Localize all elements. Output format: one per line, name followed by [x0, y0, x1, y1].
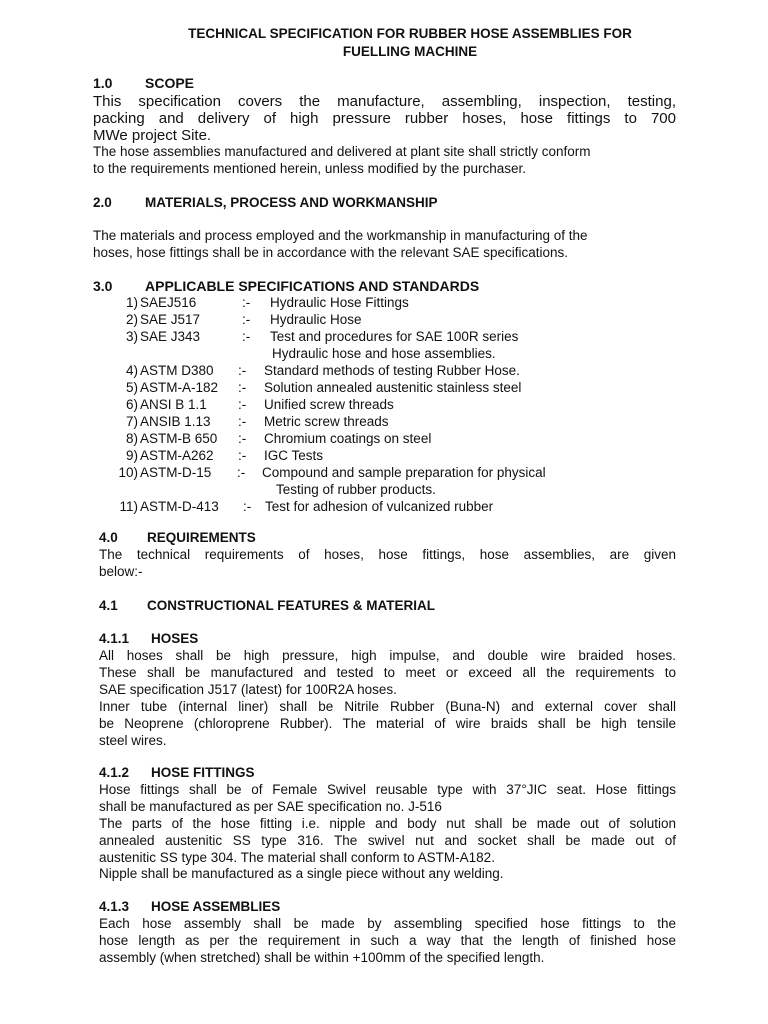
- section-4-1-heading: [99, 598, 435, 613]
- item-number: 8): [125, 431, 138, 446]
- standard-code: ASTM-D-15: [140, 465, 212, 480]
- item-number: 5): [125, 380, 138, 395]
- standard-description: Standard methods of testing Rubber Hose.: [264, 363, 520, 378]
- scope-paragraph-line: This specification covers the manufacture, assembling, inspection, testing,: [93, 93, 676, 110]
- section-number: 4.1.2: [99, 765, 130, 780]
- section-1-heading: [93, 75, 194, 91]
- section-number: 4.0: [99, 530, 118, 545]
- standard-description: Chromium coatings on steel: [264, 431, 432, 446]
- standard-description: Solution annealed austenitic stainless steel: [264, 380, 522, 395]
- hoses-paragraph-line: SAE specification J517 (latest) for 100R2A hoses.: [99, 682, 397, 697]
- separator: :-: [243, 499, 252, 514]
- document-title-line-2: FUELLING MACHINE: [342, 44, 478, 59]
- separator: :-: [237, 465, 246, 480]
- hose-fittings-paragraph-line: The parts of the hose fitting i.e. nipple and body nut shall be made out of solution: [99, 816, 676, 831]
- separator: :-: [238, 414, 247, 429]
- materials-paragraph-line: The materials and process employed and the workmanship in manufacturing of the: [93, 228, 588, 243]
- standard-code: ANSI B 1.1: [140, 397, 207, 412]
- standard-description: Test for adhesion of vulcanized rubber: [265, 499, 494, 514]
- section-4-1-3-heading: [99, 899, 280, 914]
- item-number: 10): [118, 465, 138, 480]
- separator: :-: [238, 363, 247, 378]
- standard-code: ASTM-A-182: [140, 380, 219, 395]
- scope-paragraph-line: packing and delivery of high pressure rubber hoses, hose fittings to 700: [93, 110, 676, 127]
- hoses-paragraph-line: All hoses shall be high pressure, high impulse, and double wire braided hoses.: [99, 648, 676, 663]
- standard-description: IGC Tests: [264, 448, 324, 463]
- hose-assemblies-paragraph-line: hose length as per the requirement in such a way that the length of finished hose: [99, 933, 676, 948]
- standard-description: Testing of rubber products.: [276, 482, 436, 497]
- item-number: 11): [119, 499, 138, 514]
- standard-description: Hydraulic Hose Fittings: [270, 295, 409, 310]
- section-title: SCOPE: [145, 75, 195, 91]
- section-title: MATERIALS, PROCESS AND WORKMANSHIP: [145, 195, 438, 210]
- hoses-paragraph-line: steel wires.: [99, 733, 167, 748]
- hose-fittings-paragraph-line: shall be manufactured as per SAE specification no. J-516: [99, 799, 442, 814]
- item-number: 9): [125, 448, 138, 463]
- standard-description: Hydraulic Hose: [270, 312, 362, 327]
- requirements-paragraph-line: below:-: [99, 564, 143, 579]
- hose-fittings-paragraph-line: austenitic SS type 304. The material shall conform to ASTM-A182.: [99, 850, 495, 865]
- item-number: 7): [125, 414, 138, 429]
- scope-paragraph-line: to the requirements mentioned herein, unless modified by the purchaser.: [93, 161, 527, 176]
- section-number: 4.1.3: [99, 899, 130, 914]
- hose-fittings-paragraph-line: annealed austenitic SS type 316. The swivel nut and socket shall be made out of: [99, 833, 676, 848]
- item-number: 2): [125, 312, 138, 327]
- standard-description: Compound and sample preparation for physical: [262, 465, 546, 480]
- section-number: 1.0: [93, 75, 113, 91]
- separator: :-: [242, 312, 251, 327]
- standard-code: ASTM-A262: [140, 448, 214, 463]
- section-4-1-2-heading: [99, 765, 255, 780]
- materials-paragraph-line: hoses, hose fittings shall be in accordance with the relevant SAE specifications.: [93, 245, 569, 260]
- hoses-paragraph-line: be Neoprene (chloroprene Rubber). The material of wire braids shall be high tensile: [99, 716, 676, 731]
- separator: :-: [238, 448, 247, 463]
- hose-assemblies-paragraph-line: assembly (when stretched) shall be within +100mm of the specified length.: [99, 950, 545, 965]
- document-title-line-1: TECHNICAL SPECIFICATION FOR RUBBER HOSE ASSEMBLIES FOR: [188, 26, 632, 41]
- section-number: 4.1: [99, 598, 118, 613]
- standard-description: Metric screw threads: [264, 414, 389, 429]
- separator: :-: [242, 295, 251, 310]
- hoses-paragraph-line: Inner tube (internal liner) shall be Nitrile Rubber (Buna-N) and external cover shall: [99, 699, 676, 714]
- section-title: HOSES: [151, 631, 199, 646]
- scope-paragraph-line: The hose assemblies manufactured and delivered at plant site shall strictly conform: [93, 144, 591, 159]
- item-number: 6): [125, 397, 138, 412]
- section-3-heading: [93, 278, 479, 294]
- section-title: REQUIREMENTS: [147, 530, 256, 545]
- standard-code: SAE J343: [140, 329, 201, 344]
- section-2-heading: [93, 195, 438, 210]
- separator: :-: [238, 431, 247, 446]
- requirements-paragraph-line: The technical requirements of hoses, hose fittings, hose assemblies, are given: [99, 547, 676, 562]
- hose-fittings-paragraph-line: Hose fittings shall be of Female Swivel reusable type with 37°JIC seat. Hose fittings: [99, 782, 676, 797]
- standard-code: ASTM D380: [140, 363, 214, 378]
- standard-code: ASTM-D-413: [140, 499, 219, 514]
- separator: :-: [238, 380, 247, 395]
- item-number: 1): [125, 295, 138, 310]
- standard-code: SAE J517: [140, 312, 201, 327]
- section-number: 4.1.1: [99, 631, 130, 646]
- standard-code: ASTM-B 650: [140, 431, 218, 446]
- scope-paragraph-line: MWe project Site.: [93, 127, 212, 144]
- standard-description: Unified screw threads: [264, 397, 394, 412]
- separator: :-: [242, 329, 251, 344]
- standard-description: Test and procedures for SAE 100R series: [270, 329, 519, 344]
- standard-description: Hydraulic hose and hose assemblies.: [272, 346, 496, 361]
- standard-code: SAEJ516: [140, 295, 197, 310]
- section-number: 2.0: [93, 195, 112, 210]
- section-4-heading: [99, 530, 256, 545]
- separator: :-: [238, 397, 247, 412]
- hose-fittings-paragraph-line: Nipple shall be manufactured as a single piece without any welding.: [99, 866, 504, 881]
- section-4-1-1-heading: [99, 631, 198, 646]
- section-title: APPLICABLE SPECIFICATIONS AND STANDARDS: [145, 278, 480, 294]
- section-title: HOSE ASSEMBLIES: [151, 899, 281, 914]
- section-title: CONSTRUCTIONAL FEATURES & MATERIAL: [147, 598, 435, 613]
- item-number: 3): [125, 329, 138, 344]
- section-number: 3.0: [93, 278, 113, 294]
- hoses-paragraph-line: These shall be manufactured and tested to meet or exceed all the requirements to: [99, 665, 676, 680]
- hose-assemblies-paragraph-line: Each hose assembly shall be made by assembling specified hose fittings to the: [99, 916, 676, 931]
- item-number: 4): [125, 363, 138, 378]
- standard-code: ANSIB 1.13: [140, 414, 211, 429]
- section-title: HOSE FITTINGS: [151, 765, 255, 780]
